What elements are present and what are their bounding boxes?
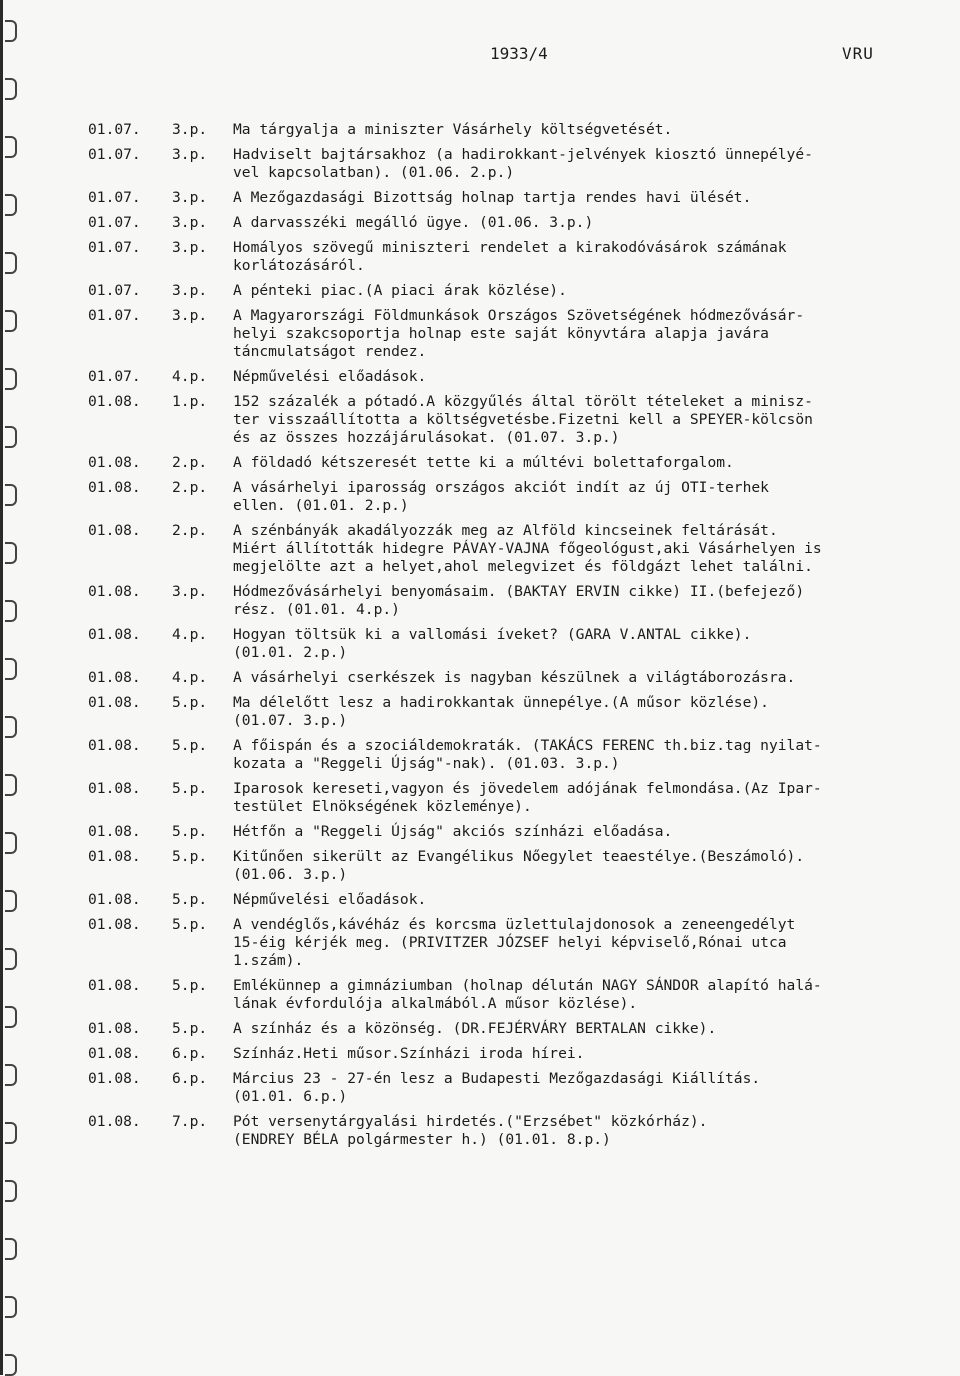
entry-text: Iparosok kereseti,vagyon és jövedelem adójának felmondása.(Az Ipar- testület Elnökségének közleménye). — [233, 780, 822, 815]
entry-date: 01.08. — [88, 977, 141, 994]
entry-text: A szénbányák akadályozzák meg az Alföld kincseinek feltárását. Miért állították hidegre PÁVAY-VAJNA főgeológust,aki Vásárhelyen is megjelölte azt a helyet,ahol melegvizet és földgázt lehet találni. — [233, 522, 822, 575]
entry-page: 4.p. — [172, 368, 208, 385]
list-item — [88, 1045, 938, 1063]
entry-page: 5.p. — [172, 916, 208, 933]
entry-text: A vásárhelyi cserkészek is nagyban készülnek a világtáborozásra. — [233, 669, 796, 686]
binding-ring — [5, 484, 17, 506]
entry-date: 01.08. — [88, 780, 141, 797]
entry-date: 01.08. — [88, 583, 141, 600]
entry-text: A főispán és a szociáldemokraták. (TAKÁCS FERENC th.biz.tag nyilat- kozata a "Reggeli Újság"-nak). (01.03. 3.p.) — [233, 737, 822, 772]
entry-text: A színház és a közönség. (DR.FEJÉRVÁRY BERTALAN cikke). — [233, 1020, 717, 1037]
entry-date: 01.08. — [88, 1020, 141, 1037]
entry-page: 3.p. — [172, 307, 208, 324]
list-item — [88, 239, 938, 275]
binding-ring — [5, 1238, 17, 1260]
binding-ring — [5, 1064, 17, 1086]
entry-text: Hétfőn a "Reggeli Újság" akciós színházi előadása. — [233, 823, 673, 840]
entry-date: 01.08. — [88, 393, 141, 410]
entry-text: Hogyan töltsük ki a vallomási íveket? (GARA V.ANTAL cikke). (01.01. 2.p.) — [233, 626, 752, 661]
entry-date: 01.08. — [88, 1113, 141, 1130]
entry-date: 01.08. — [88, 454, 141, 471]
binding-ring — [5, 310, 17, 332]
entry-date: 01.08. — [88, 891, 141, 908]
entry-date: 01.07. — [88, 214, 141, 231]
entry-text: Kitűnően sikerült az Evangélikus Nőegylet teaestélye.(Beszámoló). (01.06. 3.p.) — [233, 848, 805, 883]
binding-ring — [5, 78, 17, 100]
entry-page: 3.p. — [172, 146, 208, 163]
entry-list — [88, 121, 938, 1156]
list-item — [88, 307, 938, 361]
entry-date: 01.08. — [88, 737, 141, 754]
entry-date: 01.08. — [88, 694, 141, 711]
binding-ring — [5, 600, 17, 622]
entry-page: 5.p. — [172, 891, 208, 908]
entry-date: 01.08. — [88, 479, 141, 496]
entry-page: 3.p. — [172, 583, 208, 600]
entry-text: A vendéglős,kávéház és korcsma üzlettulajdonosok a zeneengedélyt 15-éig kérjék meg. (PRIVITZER JÓZSEF helyi képviselő,Rónai utca 1.szám). — [233, 916, 796, 969]
list-item — [88, 823, 938, 841]
list-item — [88, 368, 938, 386]
entry-text: A pénteki piac.(A piaci árak közlése). — [233, 282, 567, 299]
entry-date: 01.08. — [88, 916, 141, 933]
entry-page: 5.p. — [172, 737, 208, 754]
binding-ring — [5, 658, 17, 680]
binding-ring — [5, 890, 17, 912]
entry-page: 2.p. — [172, 522, 208, 539]
entry-page: 6.p. — [172, 1070, 208, 1087]
entry-text: A vásárhelyi iparosság országos akciót indít az új OTI-terhek ellen. (01.01. 2.p.) — [233, 479, 769, 514]
binding-ring — [5, 1354, 17, 1376]
entry-page: 2.p. — [172, 479, 208, 496]
binding-ring — [5, 1180, 17, 1202]
binding-ring — [5, 194, 17, 216]
entry-page: 3.p. — [172, 214, 208, 231]
entry-text: Homályos szövegű miniszteri rendelet a kirakodóvásárok számának korlátozásáról. — [233, 239, 787, 274]
list-item — [88, 479, 938, 515]
entry-text: Népművelési előadások. — [233, 891, 427, 908]
entry-page: 5.p. — [172, 1020, 208, 1037]
entry-page: 3.p. — [172, 189, 208, 206]
entry-text: Pót versenytárgyalási hirdetés.("Erzsébet" közkórház). (ENDREY BÉLA polgármester h.) (01.01. 8.p.) — [233, 1113, 708, 1148]
page-header — [0, 44, 960, 68]
entry-text: Népművelési előadások. — [233, 368, 427, 385]
list-item — [88, 1113, 938, 1149]
list-item — [88, 1070, 938, 1106]
list-item — [88, 891, 938, 909]
binding-ring — [5, 832, 17, 854]
list-item — [88, 282, 938, 300]
entry-text: Hadviselt bajtársakhoz (a hadirokkant-jelvények kiosztó ünnepélyé- vel kapcsolatban). (01.06. 2.p.) — [233, 146, 813, 181]
entry-date: 01.08. — [88, 823, 141, 840]
list-item — [88, 694, 938, 730]
entry-page: 3.p. — [172, 282, 208, 299]
binding-ring — [5, 774, 17, 796]
entry-text: A Mezőgazdasági Bizottság holnap tartja rendes havi ülését. — [233, 189, 752, 206]
list-item — [88, 121, 938, 139]
list-item — [88, 780, 938, 816]
list-item — [88, 626, 938, 662]
list-item — [88, 146, 938, 182]
entry-text: A Magyarországi Földmunkások Országos Szövetségének hódmezővásár- helyi szakcsoportja holnap este saját könyvtára alapja javára táncmulatságot rendez. — [233, 307, 805, 360]
entry-text: Emlékünnep a gimnáziumban (holnap délután NAGY SÁNDOR alapító halá- lának évfordulója alkalmából.A műsor közlése). — [233, 977, 822, 1012]
entry-page: 7.p. — [172, 1113, 208, 1130]
entry-page: 1.p. — [172, 393, 208, 410]
binding-ring — [5, 1122, 17, 1144]
entry-date: 01.07. — [88, 239, 141, 256]
list-item — [88, 669, 938, 687]
list-item — [88, 522, 938, 576]
list-item — [88, 977, 938, 1013]
entry-page: 6.p. — [172, 1045, 208, 1062]
list-item — [88, 848, 938, 884]
entry-date: 01.08. — [88, 848, 141, 865]
binding-ring — [5, 426, 17, 448]
binding-ring — [5, 368, 17, 390]
entry-page: 3.p. — [172, 121, 208, 138]
entry-text: Ma délelőtt lesz a hadirokkantak ünnepélye.(A műsor közlése). (01.07. 3.p.) — [233, 694, 769, 729]
entry-page: 4.p. — [172, 669, 208, 686]
entry-page: 3.p. — [172, 239, 208, 256]
entry-date: 01.08. — [88, 522, 141, 539]
binding-ring — [5, 20, 17, 42]
list-item — [88, 454, 938, 472]
binding-ring — [5, 542, 17, 564]
entry-date: 01.08. — [88, 1070, 141, 1087]
entry-page: 5.p. — [172, 848, 208, 865]
binding-ring — [5, 1296, 17, 1318]
entry-date: 01.07. — [88, 146, 141, 163]
document-tag: VRU — [842, 44, 874, 63]
entry-text: Színház.Heti műsor.Színházi iroda hírei. — [233, 1045, 585, 1062]
entry-date: 01.07. — [88, 189, 141, 206]
entry-date: 01.08. — [88, 1045, 141, 1062]
binding-ring — [5, 136, 17, 158]
binding-ring — [5, 252, 17, 274]
document-code: 1933/4 — [490, 44, 548, 63]
list-item — [88, 214, 938, 232]
entry-text: 152 százalék a pótadó.A közgyűlés által törölt tételeket a minisz- ter visszaállította a költségvetésbe.Fizetni kell a SPEYER-kölcsön és az összes hozzájárulásokat. (01.07. 3.p.) — [233, 393, 813, 446]
entry-date: 01.07. — [88, 368, 141, 385]
binding-ring — [5, 1006, 17, 1028]
entry-text: Március 23 - 27-én lesz a Budapesti Mezőgazdasági Kiállítás. (01.01. 6.p.) — [233, 1070, 761, 1105]
entry-page: 5.p. — [172, 780, 208, 797]
list-item — [88, 583, 938, 619]
entry-text: A darvasszéki megálló ügye. (01.06. 3.p.) — [233, 214, 594, 231]
list-item — [88, 737, 938, 773]
entry-date: 01.07. — [88, 121, 141, 138]
entry-text: Hódmezővásárhelyi benyomásaim. (BAKTAY ERVIN cikke) II.(befejező) rész. (01.01. 4.p.) — [233, 583, 805, 618]
binding-ring — [5, 716, 17, 738]
entry-page: 5.p. — [172, 977, 208, 994]
entry-page: 4.p. — [172, 626, 208, 643]
entry-date: 01.08. — [88, 626, 141, 643]
binding-edge — [0, 0, 17, 1375]
entry-page: 5.p. — [172, 823, 208, 840]
list-item — [88, 1020, 938, 1038]
entry-text: Ma tárgyalja a miniszter Vásárhely költségvetését. — [233, 121, 673, 138]
list-item — [88, 393, 938, 447]
entry-date: 01.07. — [88, 282, 141, 299]
binding-ring — [5, 948, 17, 970]
list-item — [88, 916, 938, 970]
entry-date: 01.08. — [88, 669, 141, 686]
entry-text: A földadó kétszeresét tette ki a múltévi bolettaforgalom. — [233, 454, 734, 471]
list-item — [88, 189, 938, 207]
entry-date: 01.07. — [88, 307, 141, 324]
entry-page: 2.p. — [172, 454, 208, 471]
entry-page: 5.p. — [172, 694, 208, 711]
